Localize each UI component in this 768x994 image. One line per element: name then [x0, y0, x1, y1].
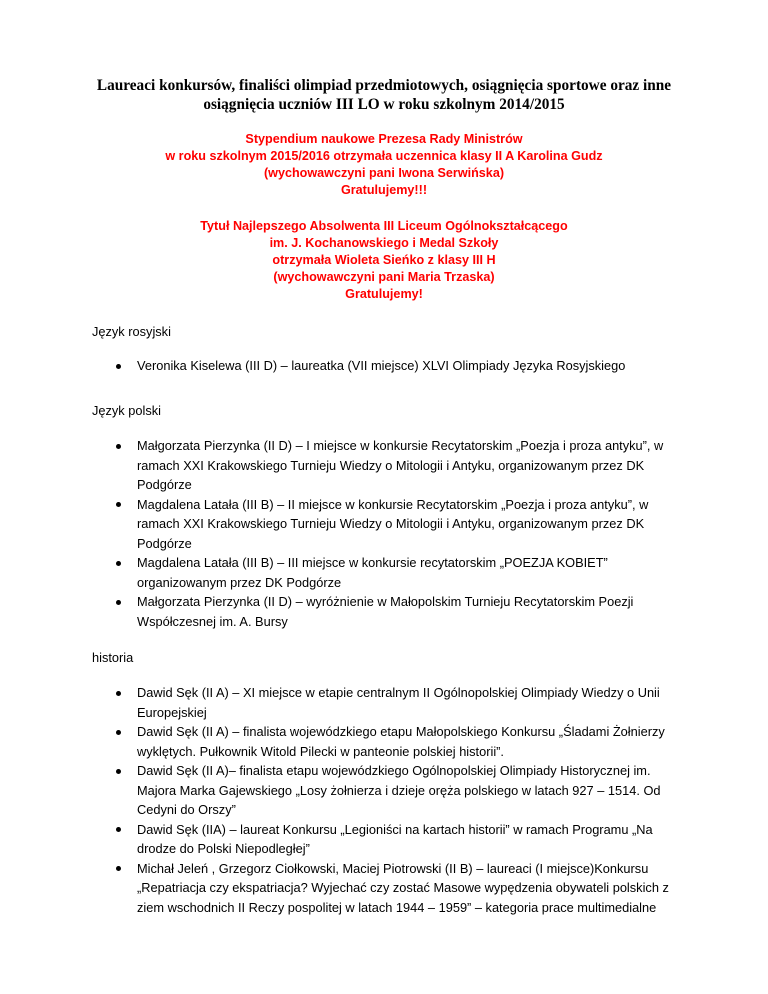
section-list-russian — [104, 356, 684, 376]
bullet-icon — [116, 502, 121, 507]
section-list-history — [104, 683, 684, 917]
bullet-icon — [116, 364, 121, 369]
stypendium-line: Gratulujemy!!! — [340, 183, 428, 197]
list-item — [104, 592, 684, 631]
list-item — [104, 761, 684, 820]
bullet-icon — [116, 691, 121, 696]
list-item — [104, 683, 684, 722]
bullet-icon — [116, 769, 121, 774]
stypendium-line: (wychowawczyni pani Iwona Serwińska) — [263, 166, 505, 180]
title-line-1: Laureaci konkursów, finaliści olimpiad przedmiotowych, osiągnięcia sportowe oraz inne — [96, 77, 672, 94]
section-heading-russian: Język rosyjski — [92, 324, 171, 339]
stypendium-line: Stypendium naukowe Prezesa Rady Ministrów — [245, 132, 523, 146]
list-item-text: Dawid Sęk (II A)– finalista etapu wojewódzkiego Ogólnopolskiej Olimpiady Historycznej im. Majora Marka Gajewskiego „Losy żołnierza i dzieje oręża polskiego w latach 927 – 1514. Od Cedyni do Orszy” — [137, 763, 661, 817]
section-heading-history: historia — [92, 650, 134, 665]
title-line-2: osiągnięcia uczniów III LO w roku szkolnym 2014/2015 — [203, 96, 565, 113]
bullet-icon — [116, 827, 121, 832]
stypendium-announcement — [100, 131, 668, 199]
page-title — [60, 76, 708, 114]
bullet-icon — [116, 866, 121, 871]
list-item — [104, 356, 684, 376]
absolwent-line: (wychowawczyni pani Maria Trzaska) — [273, 270, 495, 284]
stypendium-line: w roku szkolnym 2015/2016 otrzymała uczennica klasy II A Karolina Gudz — [165, 149, 603, 163]
list-item-text: Dawid Sęk (IIA) – laureat Konkursu „Legioniści na kartach historii” w ramach Programu „Na drodze do Polski Niepodległej” — [137, 821, 653, 856]
list-item-text: Małgorzata Pierzynka (II D) – I miejsce w konkursie Recytatorskim „Poezja i proza antyku”, w ramach XXI Krakowskiego Turnieju Wiedzy o Mitologii i Antyku, organizowanym przez DK Podgórze — [137, 438, 664, 492]
bullet-icon — [116, 444, 121, 449]
absolwent-line: Tytuł Najlepszego Absolwenta III Liceum Ogólnokształcącego — [200, 219, 568, 233]
bullet-icon — [116, 730, 121, 735]
list-item-text: Małgorzata Pierzynka (II D) – wyróżnienie w Małopolskim Turnieju Recytatorskim Poezji Współczesnej im. A. Bursy — [137, 594, 634, 629]
list-item-text: Veronika Kiselewa (III D) – laureatka (VII miejsce) XLVI Olimpiady Języka Rosyjskiego — [137, 358, 626, 373]
list-item — [104, 722, 684, 761]
absolwent-line: Gratulujemy! — [345, 287, 423, 301]
bullet-icon — [116, 561, 121, 566]
list-item-text: Magdalena Latała (III B) – III miejsce w konkursie recytatorskim „POEZJA KOBIET” organizowanym przez DK Podgórze — [137, 555, 608, 590]
list-item — [104, 820, 684, 859]
absolwent-line: im. J. Kochanowskiego i Medal Szkoły — [269, 236, 499, 250]
absolwent-line: otrzymała Wioleta Sieńko z klasy III H — [272, 253, 496, 267]
list-item-text: Magdalena Latała (III B) – II miejsce w konkursie Recytatorskim „Poezja i proza antyku”, w ramach XXI Krakowskiego Turnieju Wiedzy o Mitologii i Antyku, organizowanym przez DK Podgórze — [137, 496, 649, 551]
bullet-icon — [116, 600, 121, 605]
list-item-text: Dawid Sęk (II A) – finalista wojewódzkiego etapu Małopolskiego Konkursu „Śladami Żołnierzy wyklętych. Pułkownik Witold Pilecki w panteonie polskiej historii”. — [137, 724, 665, 759]
list-item-text: Dawid Sęk (II A) – XI miejsce w etapie centralnym II Ogólnopolskiej Olimpiady Wiedzy o Unii Europejskiej — [137, 685, 660, 720]
list-item — [104, 436, 684, 495]
section-list-polish — [104, 436, 684, 631]
list-item — [104, 553, 684, 592]
list-item-text: Michał Jeleń , Grzegorz Ciołkowski, Maciej Piotrowski (II B) – laureaci (I miejsce)Konkursu „Repatriacja czy ekspatriacja? Wyjechać czy zostać Masowe wypędzenia obywateli polskich z ziem wschodnich II Reczy pospolitej w latach 1944 – 1959” – kategoria prace multimedialne — [137, 860, 669, 915]
section-heading-polish: Język polski — [92, 403, 161, 418]
list-item — [104, 495, 684, 554]
absolwent-announcement — [100, 218, 668, 303]
list-item — [104, 859, 684, 918]
